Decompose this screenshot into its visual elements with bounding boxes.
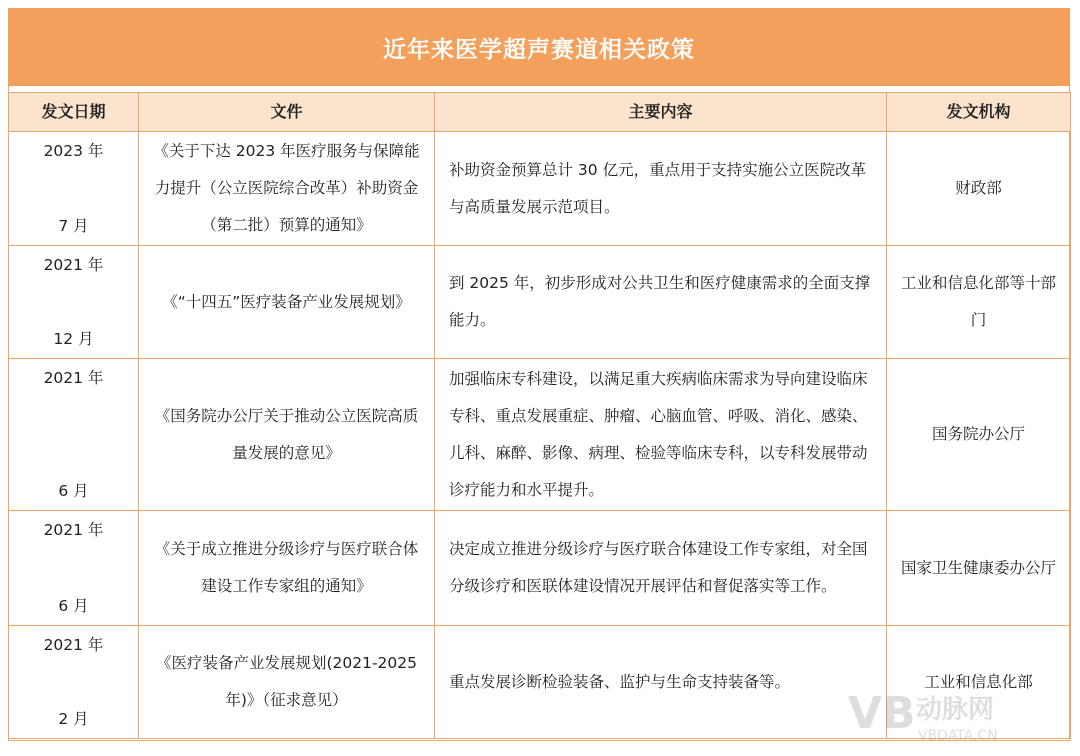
date-cell [9,132,139,246]
issuer-cell: 财政部 [887,132,1071,246]
svg-text:VBDATA.CN: VBDATA.CN [918,728,998,744]
date-cell [9,246,139,359]
document-cell: 《关于下达 2023 年医疗服务与保障能力提升（公立医院综合改革）补助资金（第二批）预算的通知》 [139,132,435,246]
content-cell: 到 2025 年，初步形成对公共卫生和医疗健康需求的全面支撑能力。 [435,246,887,359]
table-row [9,359,1071,511]
date-year: 2021 年 [43,255,104,274]
date-month: 12 月 [53,329,94,348]
header-date: 发文日期 [9,93,139,132]
header-issuer: 发文机构 [887,93,1071,132]
issuer-cell: 国家卫生健康委办公厅 [887,511,1071,626]
date-year: 2021 年 [43,635,104,654]
date-cell [9,626,139,739]
title-bar [8,8,1070,86]
table-title: 近年来医学超声赛道相关政策 [383,36,695,63]
header-content: 主要内容 [435,93,887,132]
content-cell: 重点发展诊断检验装备、监护与生命支持装备等。 [435,626,887,739]
document-cell: 《“十四五”医疗装备产业发展规划》 [139,246,435,359]
document-cell: 《关于成立推进分级诊疗与医疗联合体建设工作专家组的通知》 [139,511,435,626]
date-month: 6 月 [58,481,89,500]
document-cell: 《医疗装备产业发展规划(2021-2025 年)》（征求意见） [139,626,435,739]
vbdata-watermark-logo [846,684,1066,746]
content-cell: 决定成立推进分级诊疗与医疗联合体建设工作专家组，对全国分级诊疗和医联体建设情况开展评估和督促落实等工作。 [435,511,887,626]
issuer-cell: 工业和信息化部等十部门 [887,246,1071,359]
content-cell: 加强临床专科建设，以满足重大疾病临床需求为导向建设临床专科、重点发展重症、肿瘤、心脑血管、呼吸、消化、感染、儿科、麻醉、影像、病理、检验等临床专科，以专科发展带动诊疗能力和水平提升。 [435,359,887,511]
issuer-cell: 工业和信息化部 [887,626,1071,739]
document-cell: 《国务院办公厅关于推动公立医院高质量发展的意见》 [139,359,435,511]
svg-text:VB: VB [848,688,916,739]
date-year: 2021 年 [43,520,104,539]
issuer-cell: 国务院办公厅 [887,359,1071,511]
date-cell [9,511,139,626]
date-cell [9,359,139,511]
table-row [9,246,1071,359]
content-cell: 补助资金预算总计 30 亿元，重点用于支持实施公立医院改革与高质量发展示范项目。 [435,132,887,246]
date-month: 7 月 [58,216,89,235]
date-month: 6 月 [58,596,89,615]
svg-text:动脉网: 动脉网 [916,695,995,725]
date-month: 2 月 [58,709,89,728]
date-year: 2021 年 [43,368,104,387]
header-document: 文件 [139,93,435,132]
table-header-row [9,93,1071,132]
date-year: 2023 年 [43,141,104,160]
table-row [9,132,1071,246]
policy-table [8,92,1071,739]
table-row [9,511,1071,626]
